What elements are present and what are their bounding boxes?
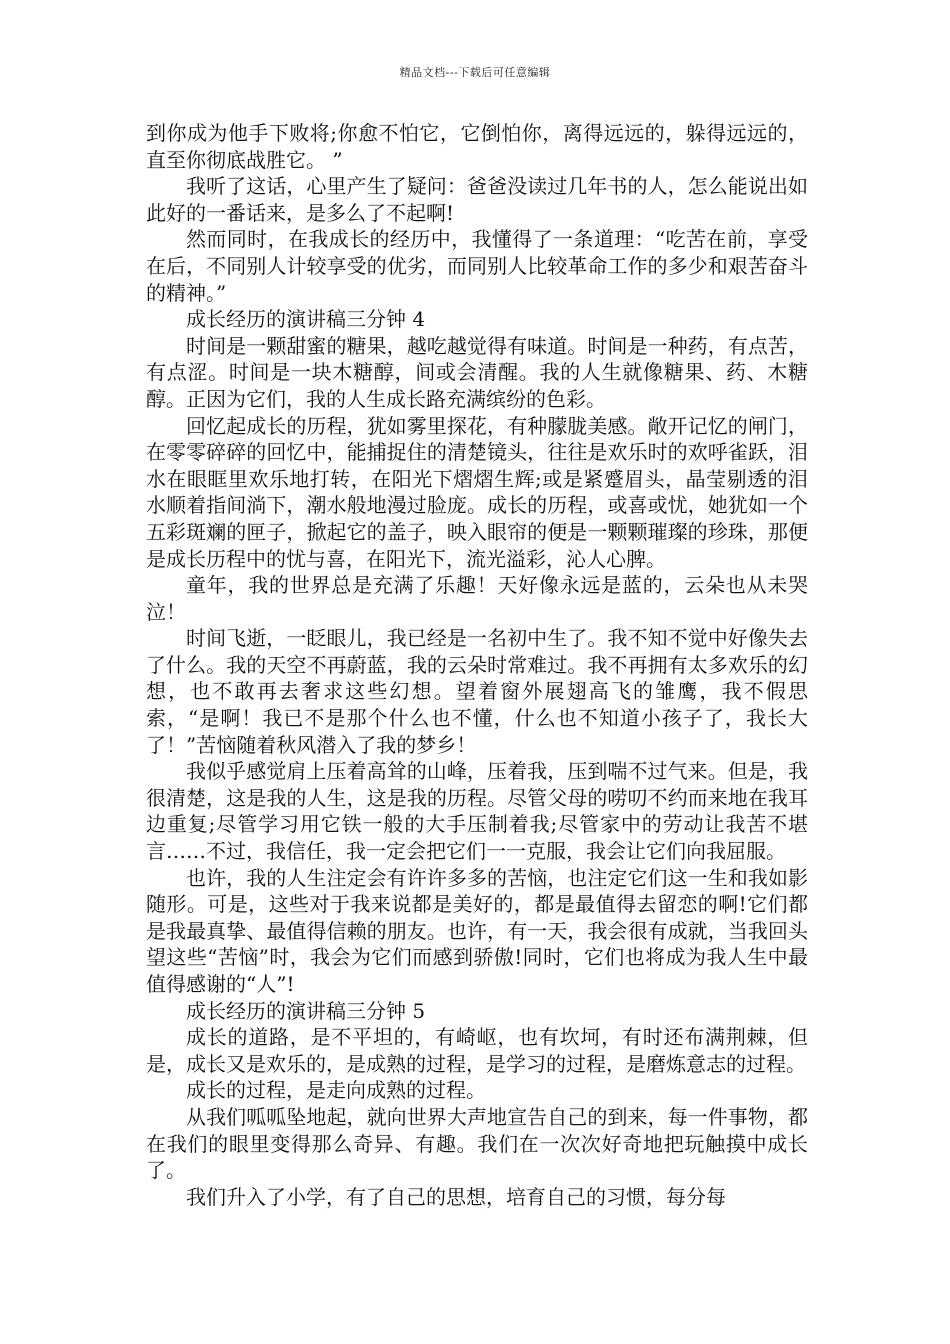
- paragraph: 成长的道路，是不平坦的，有崎岖，也有坎坷，有时还布满荆棘，但是，成长又是欢乐的，是成熟的过程，是学习的过程，是磨炼意志的过程。: [146, 1025, 808, 1076]
- paragraph: 童年，我的世界总是充满了乐趣！天好像永远是蓝的，云朵也从未哭泣！: [146, 573, 808, 624]
- paragraph: 也许，我的人生注定会有许许多多的苦恼，也注定它们这一生和我如影随形。可是，这些对于我来说都是美好的，都是最值得去留恋的啊!它们都是我最真挚、最值得信赖的朋友。也许，有一天，我会很有成就，当我回头望这些“苦恼”时，我会为它们而感到骄傲!同时，它们也将成为我人生中最值得感谢的“人”!: [146, 865, 808, 996]
- paragraph: 回忆起成长的历程，犹如雾里探花，有种朦胧美感。敞开记忆的闸门，在零零碎碎的回忆中，能捕捉住的清楚镜头，往往是欢乐时的欢呼雀跃，泪水在眼眶里欢乐地打转，在阳光下熠熠生辉;或是紧蹙眉头，晶莹剔透的泪水顺着指间淌下，潮水般地漫过脸庞。成长的历程，或喜或忧，她犹如一个五彩斑斓的匣子，掀起它的盖子，映入眼帘的便是一颗颗璀璨的珍珠，那便是成长历程中的忧与喜，在阳光下，流光溢彩，沁人心脾。: [146, 413, 808, 571]
- paragraph: 成长的过程，是走向成熟的过程。: [186, 1078, 486, 1103]
- paragraph: 时间是一颗甜蜜的糖果，越吃越觉得有味道。时间是一种药，有点苦，有点涩。时间是一块木糖醇，间或会清醒。我的人生就像糖果、药、木糖醇。正因为它们，我的人生成长路充满缤纷的色彩。: [146, 333, 808, 411]
- paragraph: 我们升入了小学，有了自己的思想，培育自己的习惯，每分每: [186, 1184, 726, 1209]
- paragraph: 时间飞逝，一眨眼儿，我已经是一名初中生了。我不知不觉中好像失去了什么。我的天空不再蔚蓝，我的云朵时常难过。我不再拥有太多欢乐的幻想，也不敢再去奢求这些幻想。望着窗外展翅高飞的雏鹰，我不假思索，“是啊！我已不是那个什么也不懂，什么也不知道小孩子了，我长大了！”苦恼随着秋风潜入了我的梦乡！: [146, 626, 808, 757]
- paragraph: 到你成为他手下败将;你愈不怕它，它倒怕你，离得远远的，躲得远远的，直至你彻底战胜它。 ”: [146, 121, 808, 172]
- paragraph: 我听了这话，心里产生了疑问：爸爸没读过几年书的人，怎么能说出如此好的一番话来，是多么了不起啊!: [146, 174, 808, 225]
- paragraph: 然而同时，在我成长的经历中，我懂得了一条道理：“吃苦在前，享受在后，不同别人计较享受的优劣，而同别人比较革命工作的多少和艰苦奋斗的精神。”: [146, 227, 808, 305]
- paragraph: 从我们呱呱坠地起，就向世界大声地宣告自己的到来，每一件事物，都在我们的眼里变得那么奇异、有趣。我们在一次次好奇地把玩触摸中成长了。: [146, 1104, 808, 1183]
- section-heading: 成长经历的演讲稿三分钟 4: [186, 307, 426, 332]
- page-header: 精品文档---下载后可任意编辑: [399, 66, 551, 79]
- paragraph: 我似乎感觉肩上压着高耸的山峰，压着我，压到喘不过气来。但是，我很清楚，这是我的人生，这是我的历程。尽管父母的唠叨不约而来地在我耳边重复;尽管学习用它铁一般的大手压制着我;尽管家中的劳动让我苦不堪言……不过，我信任，我一定会把它们一一克服，我会让它们向我屈服。: [146, 759, 808, 864]
- document-body: [146, 120, 808, 1210]
- section-heading: 成长经历的演讲稿三分钟 5: [186, 998, 426, 1023]
